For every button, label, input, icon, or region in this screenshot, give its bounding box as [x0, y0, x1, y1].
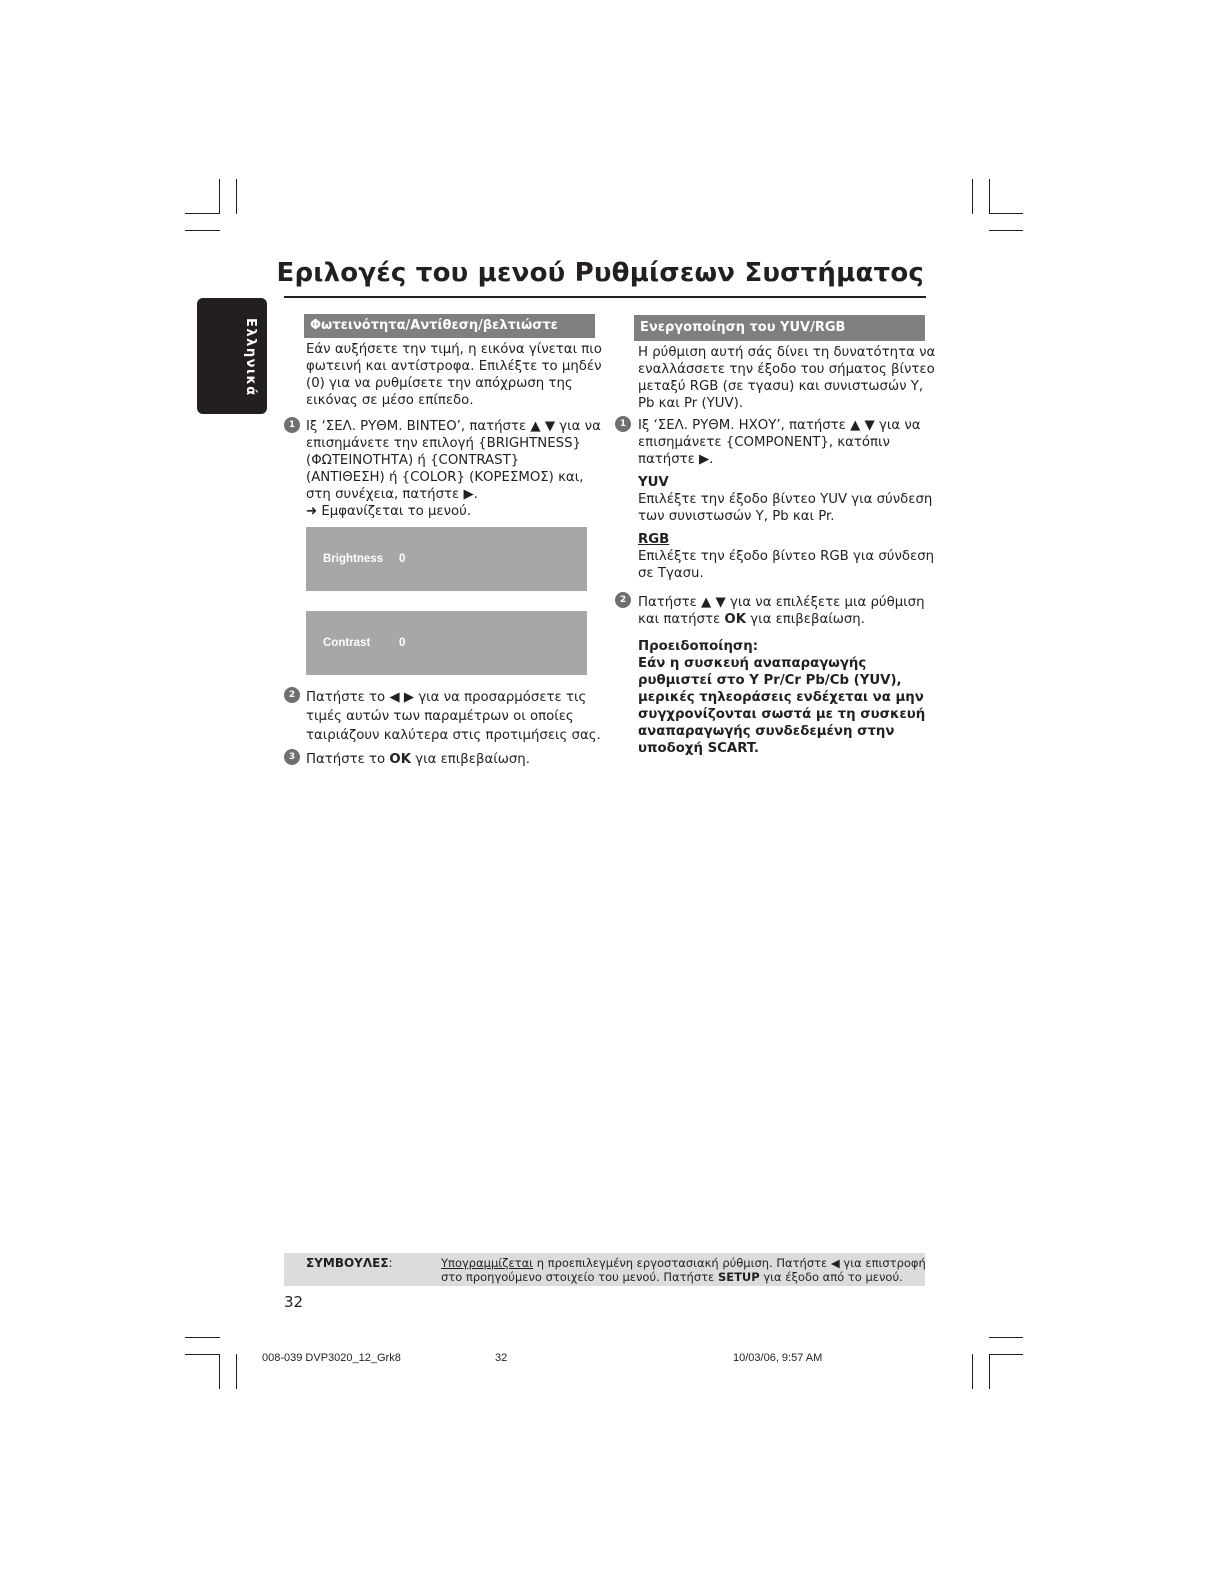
text-line: εικόνας σε μέσο επίπεδο. — [306, 393, 474, 408]
crop-mark — [989, 179, 990, 214]
language-tab-label: Ελληνικά — [243, 318, 258, 397]
ok-key: OK — [724, 612, 746, 627]
menu-label: Brightness — [323, 553, 384, 565]
text-line: στη συνέχεια, πατήστε ▶. — [306, 487, 478, 502]
text-run: και πατήστε — [638, 612, 725, 627]
text-run: στο προηγούμενο στοιχείο του μενού. Πατήστε — [441, 1270, 718, 1284]
crop-mark — [219, 179, 220, 214]
crop-mark — [236, 179, 237, 214]
text-line: Pb και Pr (YUV). — [638, 396, 744, 411]
text-line: (ΦΩΤΕΙΝΟΤΗΤΑ) ή {CONTRAST} — [306, 453, 520, 468]
menu-value: 0 — [399, 553, 406, 565]
text-run: για έξοδο από το μενού. — [759, 1270, 903, 1284]
text-line: αναπαραγωγής συνδεδεμένη στην — [638, 724, 895, 739]
text-line: Εάν αυξήσετε την τιμή, η εικόνα γίνεται πιο — [306, 342, 602, 357]
crop-mark — [972, 179, 973, 214]
text-line: μερικές τηλεοράσεις ενδέχεται να μην — [638, 690, 924, 705]
menu-label: Contrast — [323, 637, 371, 649]
tips-underlined: Υπογραμμίζεται — [441, 1256, 534, 1270]
text-run: για επιβεβαίωση. — [746, 612, 865, 627]
text-line: σε Τγασu. — [638, 566, 704, 581]
crop-mark — [989, 1354, 1023, 1355]
tips-label — [306, 1256, 393, 1270]
text-line — [306, 751, 530, 768]
crop-mark — [185, 230, 220, 231]
text-line — [441, 1270, 926, 1284]
text-line: ρυθμιστεί στο Y Pr/Cr Pb/Cb (YUV), — [638, 673, 902, 688]
footer-file: 008-039 DVP3020_12_Grk8 — [262, 1352, 401, 1364]
language-tab — [197, 298, 267, 414]
crop-mark — [185, 213, 220, 214]
text-line: επισημάνετε {COMPONENT}, κατόπιν — [638, 435, 890, 450]
yuv-step-1 — [638, 417, 921, 468]
brightness-intro — [306, 341, 602, 409]
step-number-icon: 1 — [284, 417, 300, 433]
crop-mark — [236, 1354, 237, 1389]
text-line: Πατήστε το ◀ ▶ για να προσαρμόσετε τις — [306, 690, 587, 705]
section-header-brightness: Φωτεινότητα/Αντίθεση/βελτιώστε — [304, 314, 595, 338]
text-line: υποδοχή SCART. — [638, 741, 759, 756]
text-run: Πατήστε το — [306, 752, 390, 767]
text-run: για επιβεβαίωση. — [411, 752, 530, 767]
yuv-intro — [638, 344, 935, 412]
text-line — [638, 611, 925, 628]
text-line: Εάν η συσκευή αναπαραγωγής — [638, 656, 867, 671]
crop-mark — [219, 1354, 220, 1389]
text-line: (ΑΝΤΙΘΕΣΗ) ή {COLOR} (ΚΟΡΕΣΜΟΣ) και, — [306, 470, 584, 485]
menu-value: 0 — [399, 637, 406, 649]
text-line: επισημάνετε την επιλογή {BRIGHTNESS} — [306, 436, 581, 451]
text-line: Προειδοποίηση: — [638, 639, 759, 654]
crop-mark — [989, 230, 1023, 231]
text-line: Επιλέξτε την έξοδο βίντεο RGB για σύνδεση — [638, 549, 935, 564]
text-line: ➜ Εμφανίζεται το μενού. — [306, 504, 472, 519]
text-line: (0) για να ρυθμίσετε την απόχρωση της — [306, 376, 573, 391]
crop-mark — [989, 1337, 1023, 1338]
tips-text — [441, 1256, 926, 1284]
crop-mark — [989, 213, 1023, 214]
brightness-step-3 — [306, 751, 530, 768]
text-line — [441, 1256, 926, 1270]
text-line: Πατήστε ▲ ▼ για να επιλέξετε μια ρύθμιση — [638, 595, 925, 610]
brightness-step-2 — [306, 688, 601, 745]
title-rule — [284, 296, 926, 298]
text-line: Η ρύθμιση αυτή σάς δίνει τη δυνατότητα να — [638, 345, 936, 360]
text-line: Ιξ ‘ΣΕΛ. ΡΥΘΜ. ΗΧΟΥ’, πατήστε ▲ ▼ για να — [638, 418, 921, 433]
contrast-menu-box — [306, 611, 587, 675]
text-line: μεταξύ RGB (σε τγασu) και συνιστωσών Y, — [638, 379, 924, 394]
yuv-option — [638, 474, 932, 525]
yuv-title: YUV — [638, 475, 669, 490]
step-number-icon: 2 — [615, 592, 631, 608]
text-line: τιμές αυτών των παραμέτρων οι οποίες — [306, 709, 574, 724]
text-line: πατήστε ▶. — [638, 452, 714, 467]
text-line: συγχρονίζονται σωστά με τη συσκευή — [638, 707, 926, 722]
crop-mark — [185, 1337, 220, 1338]
crop-mark — [185, 1354, 220, 1355]
text-line: Ιξ ‘ΣΕΛ. ΡΥΘΜ. ΒΙΝΤΕΟ’, πατήστε ▲ ▼ για να — [306, 419, 601, 434]
step-number-icon: 1 — [615, 416, 631, 432]
step-number-icon: 3 — [284, 749, 300, 765]
page-title: Εριλογές του μενού Ρυθμίσεων Συστήματος — [276, 258, 924, 288]
footer-date: 10/03/06, 9:57 AM — [733, 1352, 823, 1364]
page-number: 32 — [284, 1293, 304, 1311]
step-number-icon: 2 — [284, 687, 300, 703]
rgb-option — [638, 531, 934, 582]
footer-page: 32 — [495, 1352, 508, 1364]
ok-key: OK — [389, 752, 412, 767]
tips-label-text: ΣΥΜΒΟΥΛΕΣ — [306, 1256, 389, 1270]
text-line: ταιριάζουν καλύτερα στις προτιμήσεις σας. — [306, 728, 601, 743]
warning-block — [638, 638, 925, 757]
crop-mark — [972, 1354, 973, 1389]
text-run: η προεπιλεγμένη εργοστασιακή ρύθμιση. Πατήστε ◀ για επιστροφή — [533, 1256, 926, 1270]
tips-colon: : — [388, 1256, 393, 1270]
text-line: Επιλέξτε την έξοδο βίντεο YUV για σύνδεση — [638, 492, 933, 507]
section-header-yuv-rgb: Ενεργοποίηση του YUV/RGB — [634, 315, 925, 341]
yuv-step-2 — [638, 594, 925, 628]
text-line: φωτεινή και αντίστροφα. Επιλέξτε το μηδέν — [306, 359, 602, 374]
setup-key: SETUP — [717, 1270, 760, 1284]
crop-mark — [989, 1354, 990, 1389]
brightness-menu-box — [306, 527, 587, 591]
text-line: εναλλάσσετε την έξοδο του σήματος βίντεο — [638, 362, 935, 377]
text-line: των συνιστωσών Y, Pb και Pr. — [638, 509, 835, 524]
brightness-step-1 — [306, 418, 601, 520]
rgb-title: RGB — [638, 532, 670, 547]
